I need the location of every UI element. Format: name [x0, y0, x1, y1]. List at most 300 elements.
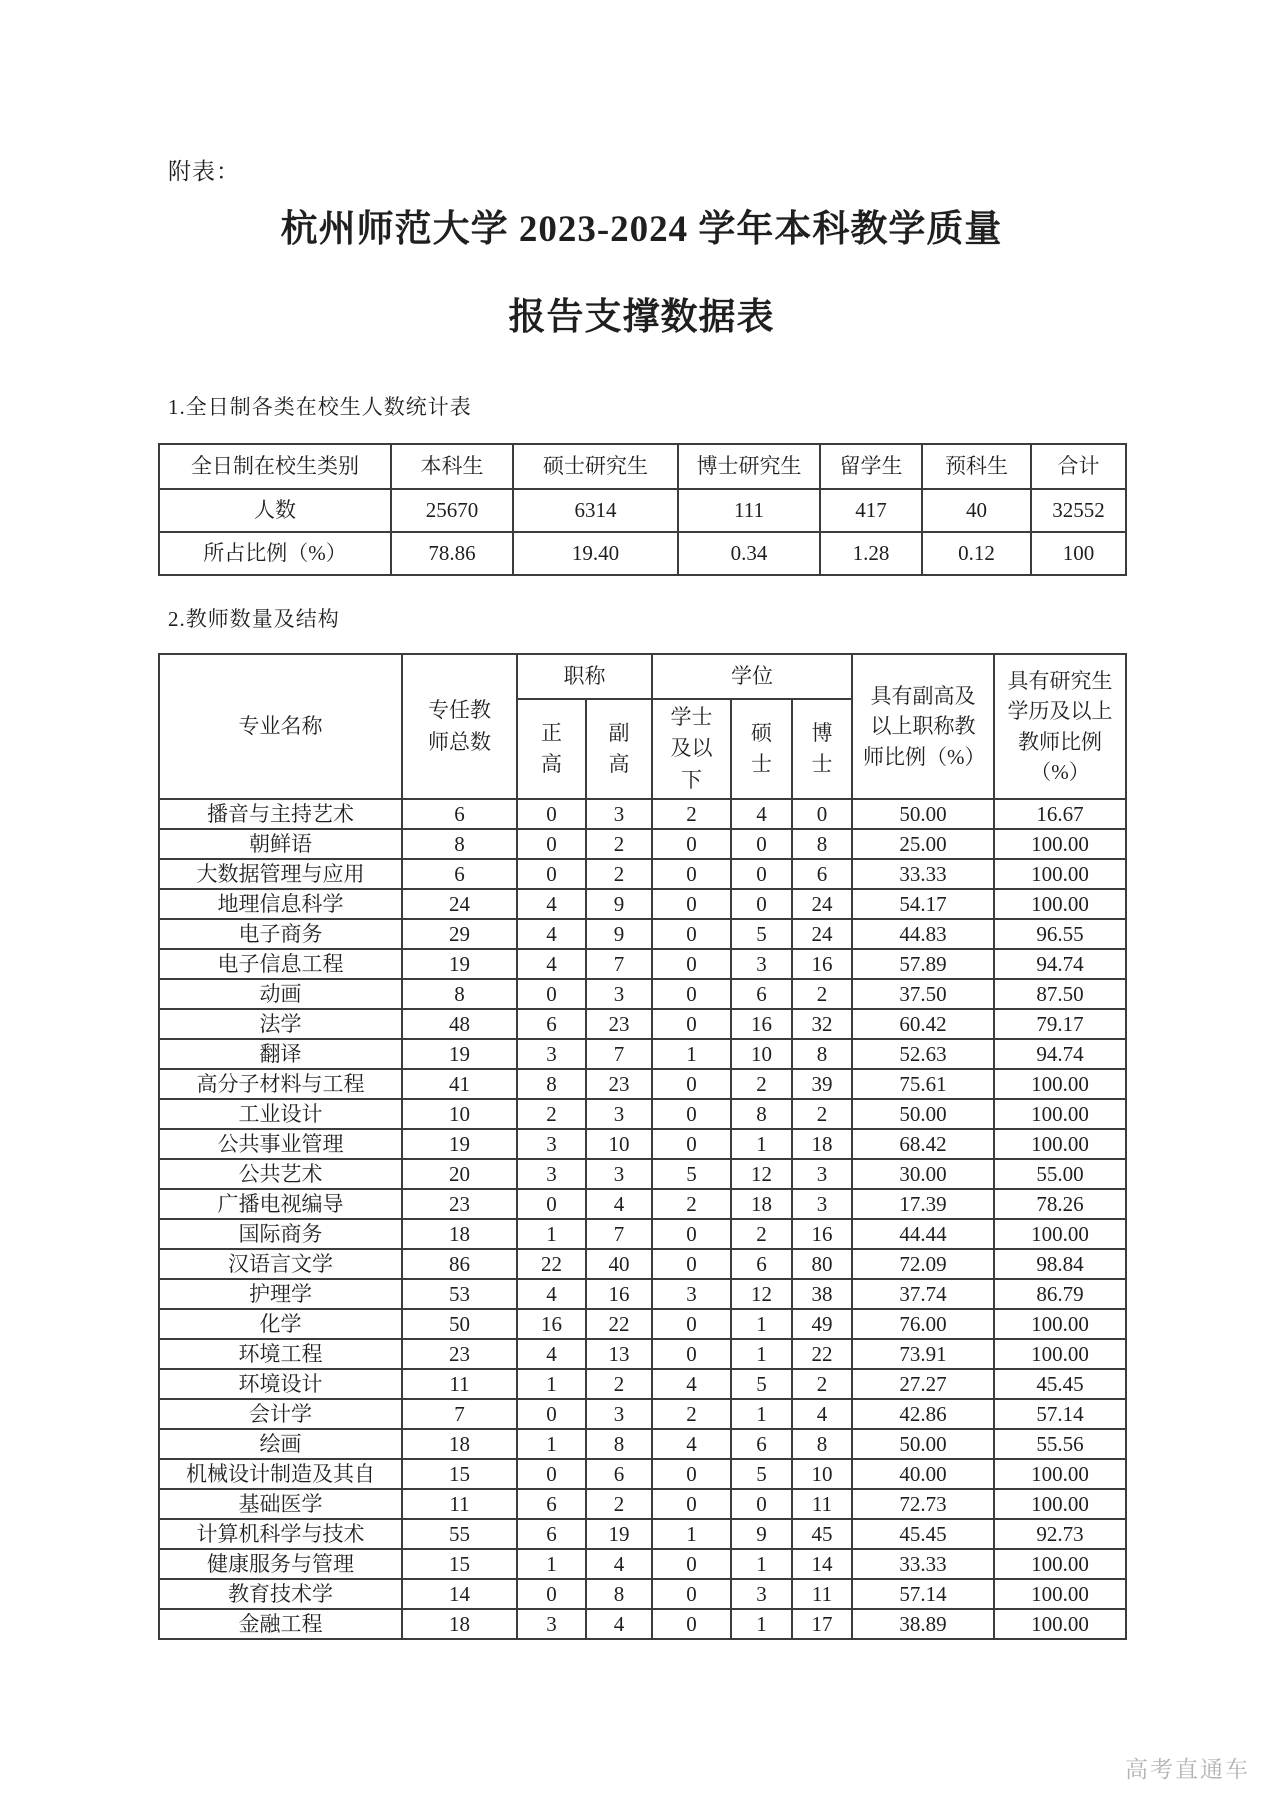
value-cell: 4 [586, 1549, 652, 1579]
major-name-cell: 教育技术学 [159, 1579, 402, 1609]
value-cell: 22 [792, 1339, 852, 1369]
column-header: 预科生 [922, 444, 1031, 489]
value-cell: 8 [586, 1429, 652, 1459]
value-cell: 0 [652, 889, 731, 919]
value-cell: 19 [402, 1039, 517, 1069]
teachers-table-row [159, 1459, 1126, 1489]
major-name-cell: 会计学 [159, 1399, 402, 1429]
value-cell: 10 [402, 1099, 517, 1129]
value-cell: 3 [731, 1579, 792, 1609]
major-name-cell: 法学 [159, 1009, 402, 1039]
teachers-table-row [159, 949, 1126, 979]
value-cell: 0 [652, 829, 731, 859]
teachers-table-header-row-1 [159, 654, 1126, 699]
teachers-table-row [159, 979, 1126, 1009]
column-header-label: 学士及以下 [670, 704, 713, 792]
value-cell: 4 [517, 889, 586, 919]
value-cell: 100.00 [994, 1129, 1126, 1159]
value-cell: 7 [586, 1039, 652, 1069]
teachers-table-row [159, 1489, 1126, 1519]
value-cell: 9 [731, 1519, 792, 1549]
value-cell: 6314 [513, 489, 678, 532]
value-cell: 0 [517, 829, 586, 859]
value-cell: 0 [731, 889, 792, 919]
value-cell: 86.79 [994, 1279, 1126, 1309]
value-cell: 16 [792, 949, 852, 979]
value-cell: 44.83 [852, 919, 994, 949]
value-cell: 6 [792, 859, 852, 889]
major-name-cell: 翻译 [159, 1039, 402, 1069]
value-cell: 42.86 [852, 1399, 994, 1429]
value-cell: 1 [517, 1429, 586, 1459]
value-cell: 11 [402, 1369, 517, 1399]
value-cell: 6 [731, 979, 792, 1009]
value-cell: 11 [792, 1579, 852, 1609]
value-cell: 53 [402, 1279, 517, 1309]
value-cell: 19 [402, 1129, 517, 1159]
value-cell: 3 [517, 1039, 586, 1069]
value-cell: 17 [792, 1609, 852, 1639]
value-cell: 40.00 [852, 1459, 994, 1489]
value-cell: 3 [517, 1159, 586, 1189]
column-header: 全日制在校生类别 [159, 444, 391, 489]
teachers-table-row [159, 1519, 1126, 1549]
major-name-cell: 国际商务 [159, 1219, 402, 1249]
value-cell: 94.74 [994, 1039, 1126, 1069]
value-cell: 1 [731, 1549, 792, 1579]
value-cell: 16 [586, 1279, 652, 1309]
value-cell: 6 [731, 1249, 792, 1279]
value-cell: 1 [731, 1609, 792, 1639]
teachers-table-row [159, 919, 1126, 949]
value-cell: 30.00 [852, 1159, 994, 1189]
major-name-cell: 化学 [159, 1309, 402, 1339]
teachers-table-row [159, 1039, 1126, 1069]
teachers-table-row [159, 1309, 1126, 1339]
value-cell: 100.00 [994, 1339, 1126, 1369]
value-cell: 94.74 [994, 949, 1126, 979]
value-cell: 98.84 [994, 1249, 1126, 1279]
value-cell: 100 [1031, 532, 1126, 575]
value-cell: 2 [517, 1099, 586, 1129]
teachers-table-row [159, 1009, 1126, 1039]
value-cell: 100.00 [994, 1609, 1126, 1639]
value-cell: 19 [402, 949, 517, 979]
value-cell: 3 [586, 979, 652, 1009]
teachers-table-row [159, 829, 1126, 859]
value-cell: 0 [652, 979, 731, 1009]
column-header-master [731, 699, 792, 799]
value-cell: 0.34 [678, 532, 820, 575]
value-cell: 48 [402, 1009, 517, 1039]
value-cell: 14 [402, 1579, 517, 1609]
major-name-cell: 绘画 [159, 1429, 402, 1459]
section1-heading: 1.全日制各类在校生人数统计表 [168, 395, 472, 419]
teachers-structure-table [158, 653, 1127, 1640]
value-cell: 72.73 [852, 1489, 994, 1519]
value-cell: 37.50 [852, 979, 994, 1009]
value-cell: 8 [517, 1069, 586, 1099]
value-cell: 5 [731, 1459, 792, 1489]
value-cell: 92.73 [994, 1519, 1126, 1549]
watermark: 高考直通车 [1125, 1757, 1250, 1782]
value-cell: 6 [517, 1009, 586, 1039]
value-cell: 11 [402, 1489, 517, 1519]
value-cell: 100.00 [994, 1069, 1126, 1099]
value-cell: 6 [517, 1489, 586, 1519]
column-header-bachelor-or-below [652, 699, 731, 799]
value-cell: 0 [652, 1009, 731, 1039]
value-cell: 100.00 [994, 1459, 1126, 1489]
value-cell: 24 [402, 889, 517, 919]
value-cell: 1 [517, 1219, 586, 1249]
major-name-cell: 电子信息工程 [159, 949, 402, 979]
value-cell: 8 [792, 829, 852, 859]
value-cell: 72.09 [852, 1249, 994, 1279]
column-header: 合计 [1031, 444, 1126, 489]
value-cell: 0 [652, 949, 731, 979]
value-cell: 55.00 [994, 1159, 1126, 1189]
value-cell: 0 [652, 1099, 731, 1129]
value-cell: 16 [731, 1009, 792, 1039]
value-cell: 75.61 [852, 1069, 994, 1099]
value-cell: 4 [652, 1429, 731, 1459]
teachers-table-row [159, 1249, 1126, 1279]
value-cell: 18 [402, 1219, 517, 1249]
value-cell: 5 [652, 1159, 731, 1189]
value-cell: 6 [586, 1459, 652, 1489]
value-cell: 0 [517, 1579, 586, 1609]
value-cell: 40 [586, 1249, 652, 1279]
value-cell: 80 [792, 1249, 852, 1279]
value-cell: 0 [652, 1339, 731, 1369]
value-cell: 0.12 [922, 532, 1031, 575]
column-header: 硕士研究生 [513, 444, 678, 489]
value-cell: 55.56 [994, 1429, 1126, 1459]
value-cell: 40 [922, 489, 1031, 532]
value-cell: 0 [652, 1579, 731, 1609]
value-cell: 1 [731, 1309, 792, 1339]
major-name-cell: 电子商务 [159, 919, 402, 949]
major-name-cell: 金融工程 [159, 1609, 402, 1639]
teachers-table-row [159, 1429, 1126, 1459]
value-cell: 33.33 [852, 859, 994, 889]
value-cell: 76.00 [852, 1309, 994, 1339]
value-cell: 11 [792, 1489, 852, 1519]
value-cell: 32552 [1031, 489, 1126, 532]
column-header-doctor [792, 699, 852, 799]
value-cell: 45 [792, 1519, 852, 1549]
major-name-cell: 基础医学 [159, 1489, 402, 1519]
value-cell: 49 [792, 1309, 852, 1339]
column-header-associate-professor [586, 699, 652, 799]
value-cell: 3 [586, 1099, 652, 1129]
value-cell: 2 [792, 979, 852, 1009]
value-cell: 12 [731, 1279, 792, 1309]
document-title-line2: 报告支撑数据表 [508, 297, 775, 338]
value-cell: 111 [678, 489, 820, 532]
value-cell: 100.00 [994, 829, 1126, 859]
value-cell: 100.00 [994, 1309, 1126, 1339]
row-label-cell: 人数 [159, 489, 391, 532]
major-name-cell: 朝鲜语 [159, 829, 402, 859]
value-cell: 39 [792, 1069, 852, 1099]
value-cell: 8 [402, 829, 517, 859]
value-cell: 100.00 [994, 1549, 1126, 1579]
teachers-table-row [159, 859, 1126, 889]
teachers-table-row [159, 1609, 1126, 1639]
value-cell: 20 [402, 1159, 517, 1189]
column-header-senior-title-ratio: 具有副高及以上职称教师比例（%） [852, 654, 994, 799]
value-cell: 2 [731, 1219, 792, 1249]
students-count-table [158, 443, 1127, 576]
value-cell: 22 [517, 1249, 586, 1279]
value-cell: 0 [652, 1609, 731, 1639]
teachers-table-row [159, 1129, 1126, 1159]
value-cell: 2 [586, 859, 652, 889]
value-cell: 3 [586, 1159, 652, 1189]
value-cell: 0 [652, 1489, 731, 1519]
students-table-header-row [159, 444, 1126, 489]
value-cell: 68.42 [852, 1129, 994, 1159]
value-cell: 2 [586, 829, 652, 859]
teachers-table-row [159, 1369, 1126, 1399]
value-cell: 4 [517, 919, 586, 949]
value-cell: 18 [402, 1609, 517, 1639]
value-cell: 100.00 [994, 1219, 1126, 1249]
value-cell: 0 [517, 1189, 586, 1219]
major-name-cell: 环境设计 [159, 1369, 402, 1399]
teachers-table-row [159, 1159, 1126, 1189]
value-cell: 87.50 [994, 979, 1126, 1009]
value-cell: 19 [586, 1519, 652, 1549]
value-cell: 0 [652, 1549, 731, 1579]
value-cell: 0 [652, 1459, 731, 1489]
major-name-cell: 环境工程 [159, 1339, 402, 1369]
value-cell: 16 [517, 1309, 586, 1339]
major-name-cell: 机械设计制造及其自 [159, 1459, 402, 1489]
major-name-cell: 公共艺术 [159, 1159, 402, 1189]
column-header-total-teachers [402, 654, 517, 799]
value-cell: 3 [792, 1189, 852, 1219]
value-cell: 4 [586, 1609, 652, 1639]
value-cell: 0 [792, 799, 852, 829]
value-cell: 2 [586, 1489, 652, 1519]
value-cell: 2 [792, 1099, 852, 1129]
value-cell: 18 [402, 1429, 517, 1459]
major-name-cell: 播音与主持艺术 [159, 799, 402, 829]
value-cell: 3 [517, 1609, 586, 1639]
value-cell: 6 [402, 859, 517, 889]
value-cell: 3 [792, 1159, 852, 1189]
value-cell: 7 [586, 949, 652, 979]
teachers-table-row [159, 1279, 1126, 1309]
value-cell: 3 [731, 949, 792, 979]
value-cell: 6 [517, 1519, 586, 1549]
value-cell: 57.89 [852, 949, 994, 979]
value-cell: 50.00 [852, 1099, 994, 1129]
major-name-cell: 大数据管理与应用 [159, 859, 402, 889]
value-cell: 23 [402, 1189, 517, 1219]
value-cell: 4 [586, 1189, 652, 1219]
value-cell: 3 [586, 1399, 652, 1429]
value-cell: 55 [402, 1519, 517, 1549]
value-cell: 50.00 [852, 799, 994, 829]
value-cell: 0 [652, 1219, 731, 1249]
teachers-table-row [159, 799, 1126, 829]
value-cell: 3 [652, 1279, 731, 1309]
value-cell: 4 [517, 1279, 586, 1309]
value-cell: 1 [652, 1039, 731, 1069]
value-cell: 0 [517, 979, 586, 1009]
column-header: 留学生 [820, 444, 922, 489]
value-cell: 0 [517, 1459, 586, 1489]
major-name-cell: 工业设计 [159, 1099, 402, 1129]
value-cell: 78.86 [391, 532, 513, 575]
value-cell: 3 [586, 799, 652, 829]
column-header-major [159, 654, 402, 799]
value-cell: 45.45 [994, 1369, 1126, 1399]
teachers-table-row [159, 1189, 1126, 1219]
value-cell: 2 [792, 1369, 852, 1399]
column-header-label: 专任教师总数 [428, 698, 491, 754]
value-cell: 4 [517, 949, 586, 979]
value-cell: 23 [586, 1009, 652, 1039]
value-cell: 17.39 [852, 1189, 994, 1219]
value-cell: 0 [731, 859, 792, 889]
value-cell: 1 [517, 1549, 586, 1579]
value-cell: 0 [652, 919, 731, 949]
value-cell: 1.28 [820, 532, 922, 575]
value-cell: 13 [586, 1339, 652, 1369]
value-cell: 16.67 [994, 799, 1126, 829]
students-table-row [159, 532, 1126, 575]
value-cell: 86 [402, 1249, 517, 1279]
appendix-label: 附表： [168, 159, 240, 184]
value-cell: 50.00 [852, 1429, 994, 1459]
teachers-table-row [159, 1219, 1126, 1249]
value-cell: 8 [402, 979, 517, 1009]
value-cell: 2 [652, 799, 731, 829]
column-header: 本科生 [391, 444, 513, 489]
value-cell: 2 [652, 1399, 731, 1429]
major-name-cell: 汉语言文学 [159, 1249, 402, 1279]
major-name-cell: 计算机科学与技术 [159, 1519, 402, 1549]
value-cell: 0 [652, 1249, 731, 1279]
value-cell: 6 [402, 799, 517, 829]
document-title-line1: 杭州师范大学 2023-2024 学年本科教学质量 [280, 209, 1003, 250]
value-cell: 50 [402, 1309, 517, 1339]
major-name-cell: 公共事业管理 [159, 1129, 402, 1159]
value-cell: 0 [652, 1129, 731, 1159]
value-cell: 9 [586, 889, 652, 919]
value-cell: 41 [402, 1069, 517, 1099]
value-cell: 0 [731, 1489, 792, 1519]
value-cell: 7 [586, 1219, 652, 1249]
value-cell: 52.63 [852, 1039, 994, 1069]
value-cell: 18 [731, 1189, 792, 1219]
value-cell: 5 [731, 919, 792, 949]
value-cell: 16 [792, 1219, 852, 1249]
value-cell: 22 [586, 1309, 652, 1339]
row-label-cell: 所占比例（%） [159, 532, 391, 575]
value-cell: 1 [517, 1369, 586, 1399]
value-cell: 24 [792, 919, 852, 949]
value-cell: 3 [517, 1129, 586, 1159]
value-cell: 417 [820, 489, 922, 532]
value-cell: 0 [517, 1399, 586, 1429]
value-cell: 0 [652, 1069, 731, 1099]
value-cell: 15 [402, 1549, 517, 1579]
value-cell: 14 [792, 1549, 852, 1579]
value-cell: 2 [731, 1069, 792, 1099]
teachers-table-row [159, 1339, 1126, 1369]
major-name-cell: 护理学 [159, 1279, 402, 1309]
value-cell: 0 [652, 859, 731, 889]
value-cell: 9 [586, 919, 652, 949]
column-header-label: 硕士 [750, 720, 772, 776]
value-cell: 33.33 [852, 1549, 994, 1579]
value-cell: 44.44 [852, 1219, 994, 1249]
teachers-table-row [159, 1099, 1126, 1129]
value-cell: 4 [652, 1369, 731, 1399]
value-cell: 2 [652, 1189, 731, 1219]
major-name-cell: 广播电视编导 [159, 1189, 402, 1219]
value-cell: 96.55 [994, 919, 1126, 949]
value-cell: 78.26 [994, 1189, 1126, 1219]
value-cell: 4 [517, 1339, 586, 1369]
section2-heading: 2.教师数量及结构 [168, 607, 340, 631]
column-header-full-professor [517, 699, 586, 799]
value-cell: 38 [792, 1279, 852, 1309]
value-cell: 10 [731, 1039, 792, 1069]
value-cell: 100.00 [994, 859, 1126, 889]
value-cell: 2 [586, 1369, 652, 1399]
value-cell: 100.00 [994, 1099, 1126, 1129]
value-cell: 6 [731, 1429, 792, 1459]
value-cell: 37.74 [852, 1279, 994, 1309]
value-cell: 73.91 [852, 1339, 994, 1369]
value-cell: 10 [586, 1129, 652, 1159]
value-cell: 10 [792, 1459, 852, 1489]
value-cell: 27.27 [852, 1369, 994, 1399]
value-cell: 4 [731, 799, 792, 829]
teachers-table-row [159, 1069, 1126, 1099]
column-header-label: 专业名称 [238, 714, 323, 739]
value-cell: 8 [731, 1099, 792, 1129]
value-cell: 1 [731, 1129, 792, 1159]
value-cell: 57.14 [994, 1399, 1126, 1429]
value-cell: 38.89 [852, 1609, 994, 1639]
value-cell: 8 [792, 1039, 852, 1069]
column-header-label: 博士 [811, 720, 833, 776]
value-cell: 0 [517, 859, 586, 889]
value-cell: 24 [792, 889, 852, 919]
students-table-row [159, 489, 1126, 532]
value-cell: 100.00 [994, 889, 1126, 919]
value-cell: 54.17 [852, 889, 994, 919]
teachers-table-row [159, 1399, 1126, 1429]
value-cell: 0 [731, 829, 792, 859]
value-cell: 100.00 [994, 1489, 1126, 1519]
value-cell: 8 [586, 1579, 652, 1609]
column-header-graduate-degree-ratio: 具有研究生学历及以上教师比例（%） [994, 654, 1126, 799]
value-cell: 5 [731, 1369, 792, 1399]
value-cell: 29 [402, 919, 517, 949]
group-header-titles: 职称 [517, 654, 652, 699]
value-cell: 0 [517, 799, 586, 829]
value-cell: 15 [402, 1459, 517, 1489]
